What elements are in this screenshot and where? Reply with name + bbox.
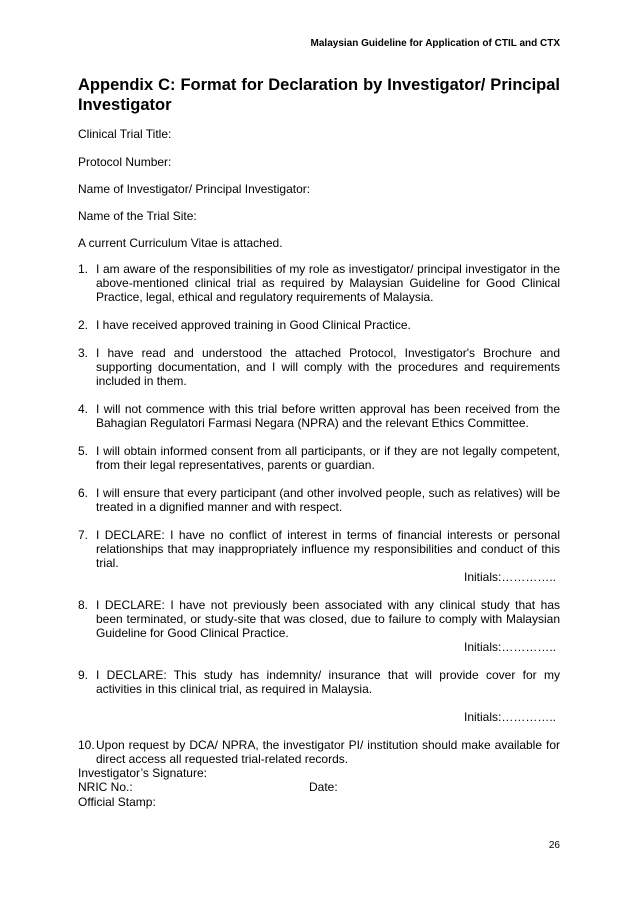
declaration-list xyxy=(78,262,560,780)
trial-site-label: Name of the Trial Site: xyxy=(78,209,197,223)
declaration-item xyxy=(78,318,560,332)
item-text: I will ensure that every participant (and other involved people, such as relatives) will be treated in a dignified manner and with respect. xyxy=(96,486,560,514)
declaration-item xyxy=(78,346,560,388)
item-text: I have received approved training in Good Clinical Practice. xyxy=(96,318,411,332)
declaration-item xyxy=(78,738,560,766)
item-number: 6. xyxy=(78,486,89,500)
declaration-item xyxy=(78,528,560,584)
item-number: 10. xyxy=(78,738,95,752)
date-label: Date: xyxy=(309,780,338,794)
item-text: I will not commence with this trial before written approval has been received from the Bahagian Regulatori Farmasi Negara (NPRA) and the relevant Ethics Committee. xyxy=(96,402,560,430)
initials-field: Initials:………….. xyxy=(463,570,556,584)
item-number: 2. xyxy=(78,318,89,332)
item-number: 9. xyxy=(78,668,89,682)
item-text: I am aware of the responsibilities of my role as investigator/ principal investigator in the above-mentioned clinical trial as required by Malaysian Guideline for Good Clinical Practice, legal, ethical and regulatory requirements of Malaysia. xyxy=(96,262,560,304)
item-text: I DECLARE: I have not previously been associated with any clinical study that has been terminated, or study-site that was closed, due to failure to comply with Malaysian Guideline for Good Clinical Practice. xyxy=(96,598,560,640)
protocol-number-label: Protocol Number: xyxy=(78,155,172,169)
nric-label: NRIC No.: xyxy=(78,780,133,794)
signature-label: Investigator’s Signature: xyxy=(78,766,207,780)
item-number: 7. xyxy=(78,528,89,542)
item-text: I DECLARE: I have no conflict of interest in terms of financial interests or personal relationships that may inappropriately influence my responsibilities and conduct of this trial. xyxy=(96,528,560,570)
clinical-trial-title-label: Clinical Trial Title: xyxy=(78,127,172,141)
item-text: I have read and understood the attached Protocol, Investigator's Brochure and supporting documentation, and I will comply with the procedures and requirements included in them. xyxy=(96,346,560,388)
declaration-item xyxy=(78,444,560,472)
declaration-item xyxy=(78,668,560,724)
page-number: 26 xyxy=(548,840,560,851)
running-header: Malaysian Guideline for Application of CTIL and CTX xyxy=(310,38,560,49)
initials-field: Initials:………….. xyxy=(463,710,556,724)
declaration-item xyxy=(78,262,560,304)
item-number: 8. xyxy=(78,598,89,612)
item-number: 4. xyxy=(78,402,89,416)
title-line-1: Appendix C: Format for Declaration by Investigator/ Principal xyxy=(78,76,560,94)
title-line-2: Investigator xyxy=(78,96,172,114)
item-text: Upon request by DCA/ NPRA, the investigator PI/ institution should make available for direct access all requested trial-related records. xyxy=(96,738,560,766)
official-stamp-label: Official Stamp: xyxy=(78,795,156,809)
declaration-item xyxy=(78,402,560,430)
item-number: 1. xyxy=(78,262,89,276)
declaration-item xyxy=(78,486,560,514)
item-number: 5. xyxy=(78,444,89,458)
item-number: 3. xyxy=(78,346,89,360)
initials-field: Initials:………….. xyxy=(463,640,556,654)
declaration-item xyxy=(78,598,560,654)
cv-statement: A current Curriculum Vitae is attached. xyxy=(78,236,283,250)
item-text: I will obtain informed consent from all participants, or if they are not legally competent, from their legal representatives, parents or guardian. xyxy=(96,444,560,472)
investigator-name-label: Name of Investigator/ Principal Investigator: xyxy=(78,182,311,196)
page-title xyxy=(78,75,560,115)
item-text: I DECLARE: This study has indemnity/ insurance that will provide cover for my activities in this clinical trial, as required in Malaysia. xyxy=(96,668,560,696)
